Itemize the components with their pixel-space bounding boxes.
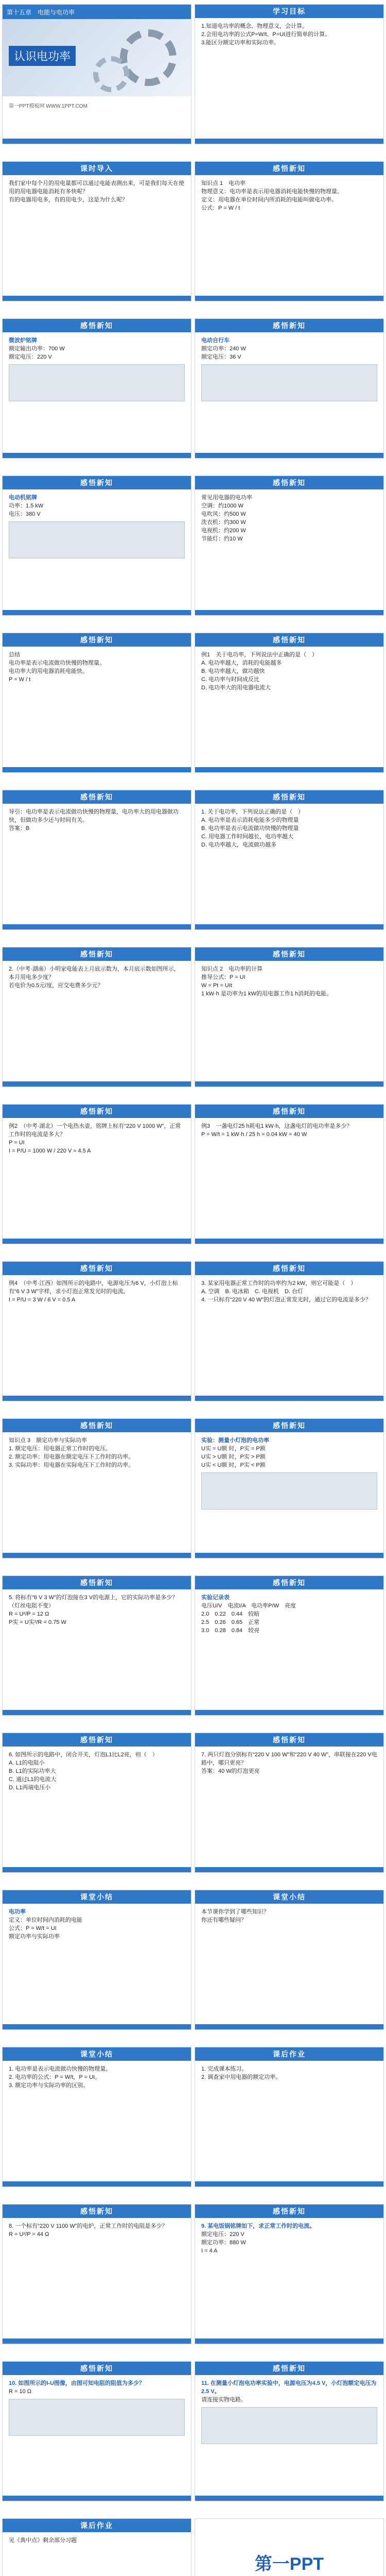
slide-title: 课堂小结 bbox=[3, 1890, 191, 1904]
slide-title: 感悟新知 bbox=[3, 1262, 191, 1275]
illustration bbox=[9, 2399, 185, 2436]
content-line: R = U²/P = 44 Ω bbox=[9, 2231, 49, 2238]
content-line: 电吹风：约500 W bbox=[201, 511, 246, 517]
slide-19 bbox=[2, 1418, 191, 1558]
slide-footer bbox=[195, 2496, 383, 2501]
slide-footer bbox=[3, 610, 191, 615]
slide-footer bbox=[195, 139, 383, 144]
slide-title: 感悟新知 bbox=[3, 1419, 191, 1432]
content-line: 定义：用电器在单位时间内所消耗的电能叫做电功率。 bbox=[201, 197, 337, 203]
content-line: B. 电功率越大，做功越快 bbox=[201, 668, 265, 674]
content-line: 3. 某家用电器正常工作时的功率约为2 kW，则它可能是（ ） bbox=[201, 1280, 357, 1286]
content-line: 节能灯：约10 W bbox=[201, 536, 243, 542]
slide-title: 课堂小结 bbox=[3, 2047, 191, 2061]
slide-title: 感悟新知 bbox=[195, 1105, 383, 1118]
content-line: 10. 如图所示的I-U图像，由图可知电阻的阻值为多少？ bbox=[9, 2380, 145, 2386]
slide-31 bbox=[2, 2361, 191, 2501]
slide-footer bbox=[195, 1553, 383, 1558]
slide-content bbox=[9, 2379, 185, 2436]
content-line: 1. 完成课本练习。 bbox=[201, 2066, 248, 2072]
slide-content bbox=[201, 1436, 377, 1510]
content-line: D. 电功率越大，电流做功越多 bbox=[201, 842, 277, 848]
content-line: R = 10 Ω bbox=[9, 2388, 31, 2395]
slide-27 bbox=[2, 2047, 191, 2187]
slide-content bbox=[9, 965, 185, 990]
content-line: 本节课你学到了哪些知识？ bbox=[201, 1909, 269, 1915]
content-line: 定义：单位时间内消耗的电能 bbox=[9, 1917, 82, 1923]
slide-21 bbox=[2, 1575, 191, 1716]
content-line: 2. 额定功率：用电器在额定电压下工作时的功率。 bbox=[9, 1454, 134, 1460]
content-line: U实 > U额 时，P实 > P额 bbox=[201, 1454, 266, 1460]
lesson-title: 认识电功率 bbox=[9, 46, 76, 66]
slide-content bbox=[9, 1594, 185, 1626]
content-line: 例1 关于电功率，下列说法中正确的是（ ） bbox=[201, 652, 318, 658]
content-line: 知识点 1 电功率 bbox=[201, 180, 246, 187]
content-line: I = 4 A bbox=[201, 2248, 218, 2254]
illustration bbox=[9, 521, 185, 558]
content-line: 常见用电器的电功率 bbox=[201, 495, 252, 501]
slide-content bbox=[9, 494, 185, 558]
slide-content bbox=[9, 1279, 185, 1304]
content-line: 你还有哪些疑问？ bbox=[201, 1917, 247, 1923]
content-line: 例3 一盏电灯25 h耗电1 kW·h，这盏电灯的电功率是多少？ bbox=[201, 1123, 353, 1129]
slide-5 bbox=[2, 318, 191, 459]
slide-title: 感悟新知 bbox=[195, 633, 383, 647]
slide-title: 课时导入 bbox=[3, 162, 191, 175]
content-line: 9. 某电饭锅铭牌如下，求正常工作时的电流。 bbox=[201, 2223, 315, 2229]
slide-22 bbox=[195, 1575, 384, 1716]
slide-title: 感悟新知 bbox=[3, 947, 191, 961]
slide-29 bbox=[2, 2204, 191, 2344]
content-line: 答案：40 W的灯泡更亮 bbox=[201, 1768, 260, 1774]
slide-content bbox=[201, 1279, 377, 1304]
slide-18 bbox=[195, 1261, 384, 1401]
slide-content bbox=[9, 179, 185, 204]
content-line: 推导公式：P = UI bbox=[201, 974, 245, 980]
content-line: A. 电功率越大，消耗的电能越多 bbox=[201, 660, 282, 666]
content-line: C. 电功率与时间成反比 bbox=[201, 676, 260, 683]
content-line: 2.5 0.26 0.65 正常 bbox=[201, 1619, 260, 1625]
illustration bbox=[9, 364, 185, 401]
slide-32 bbox=[195, 2361, 384, 2501]
slide-content bbox=[201, 651, 377, 692]
content-line: 我们家中每个月的用电量都可以通过电能表测出来，可是我们每天在使用的用电器电能消耗有多快呢？ bbox=[9, 180, 184, 195]
content-line: 2.0 0.22 0.44 较暗 bbox=[201, 1611, 260, 1617]
slide-title: 感悟新知 bbox=[195, 1576, 383, 1589]
content-line: 电功率 bbox=[9, 1909, 26, 1915]
slide-content bbox=[9, 1751, 185, 1792]
content-line: W = Pt = UIt bbox=[201, 982, 232, 989]
illustration bbox=[201, 2407, 377, 2444]
slide-content bbox=[9, 1122, 185, 1155]
content-line: 总结 bbox=[9, 652, 20, 658]
content-line: B. 电功率是表示电流做功快慢的物理量 bbox=[201, 825, 299, 832]
slide-content bbox=[201, 336, 377, 401]
slide-title: 感悟新知 bbox=[195, 2362, 383, 2375]
slide-content bbox=[201, 2379, 377, 2444]
slide-footer bbox=[195, 2024, 383, 2029]
slide-15 bbox=[2, 1104, 191, 1244]
content-line: 额定功率：240 W bbox=[201, 346, 246, 352]
slide-footer bbox=[195, 1081, 383, 1087]
content-line: 6. 如图所示的电路中，闭合开关，灯泡L1比L2亮，则（ ） bbox=[9, 1752, 158, 1758]
slide-title: 感悟新知 bbox=[3, 319, 191, 332]
content-line: 有的电器用电多，有的用电少，这是为什么呢？ bbox=[9, 197, 128, 203]
slide-10 bbox=[195, 633, 384, 773]
content-line: 例4 （中考·江西）如图所示的电路中，电源电压为6 V，小灯泡上标有“6 V 3 W”字样，求小灯泡正常发光时的电流。 bbox=[9, 1280, 178, 1295]
content-line: 答案：B bbox=[9, 825, 30, 832]
slide-28 bbox=[195, 2047, 384, 2187]
slide-content bbox=[201, 808, 377, 849]
slide-title: 感悟新知 bbox=[3, 2205, 191, 2218]
content-line: 额定输出功率：700 W bbox=[9, 346, 65, 352]
content-line: 公式：P = W / t bbox=[201, 205, 240, 211]
content-line: 知识点 2 电功率的计算 bbox=[201, 966, 263, 972]
slide-title: 感悟新知 bbox=[195, 319, 383, 332]
slide-content bbox=[9, 2222, 185, 2239]
slide-footer bbox=[3, 2024, 191, 2029]
content-line: A. 空调 B. 电冰箱 C. 电视机 D. 台灯 bbox=[201, 1289, 304, 1295]
slide-title: 课堂小结 bbox=[195, 1890, 383, 1904]
slide-content bbox=[201, 1751, 377, 1775]
chapter-banner: 第十五章 电能与电功率 bbox=[3, 5, 191, 19]
content-line: 2. 调查家中用电器的额定功率。 bbox=[201, 2074, 282, 2080]
slide-title: 感悟新知 bbox=[195, 947, 383, 961]
slide-footer bbox=[195, 453, 383, 458]
slide-7 bbox=[2, 476, 191, 616]
slide-footer bbox=[3, 2181, 191, 2187]
slide-footer bbox=[3, 139, 191, 144]
slide-26 bbox=[195, 1890, 384, 2030]
slide-12 bbox=[195, 790, 384, 930]
content-line: A. L1的电阻小 bbox=[9, 1760, 45, 1766]
slide-3 bbox=[2, 161, 191, 301]
content-line: P = UI bbox=[9, 1140, 25, 1146]
slide-footer bbox=[195, 2181, 383, 2187]
slide-title: 学习目标 bbox=[195, 5, 383, 18]
slide-content bbox=[201, 1908, 377, 1924]
content-line: 1.知道电功率的概念、物理意义，会计算。 bbox=[201, 23, 308, 29]
content-line: 电动机铭牌 bbox=[9, 495, 37, 501]
content-line: R = U²/P = 12 Ω bbox=[9, 1611, 49, 1617]
content-line: 知识点 3 额定功率与实际功率 bbox=[9, 1437, 87, 1444]
content-line: U实 = U额 时，P实 = P额 bbox=[201, 1446, 266, 1452]
slide-title: 感悟新知 bbox=[195, 1733, 383, 1747]
slide-title: 感悟新知 bbox=[195, 1262, 383, 1275]
slide-content bbox=[201, 965, 377, 998]
content-line: 额定功率与实际功率 bbox=[9, 1934, 60, 1940]
slide-33 bbox=[2, 2518, 191, 2576]
slide-title: 感悟新知 bbox=[3, 1105, 191, 1118]
content-line: 7. 两只灯泡分别标有“220 V 100 W”和“220 V 40 W”，串联接在220 V电路中，哪只更亮？ bbox=[201, 1752, 377, 1766]
slide-content bbox=[9, 1436, 185, 1469]
slide-content bbox=[201, 2222, 377, 2255]
illustration bbox=[201, 1472, 377, 1510]
content-line: 3.能区分额定功率和实际功率。 bbox=[201, 40, 280, 46]
slide-title: 课后作业 bbox=[195, 2047, 383, 2061]
content-line: 4. 一只标有“220 V 40 W”的灯泡正常发光时，通过它的电流是多少？ bbox=[201, 1297, 372, 1303]
content-line: 实验：测量小灯泡的电功率 bbox=[201, 1437, 269, 1444]
slide-footer bbox=[195, 767, 383, 772]
slide-content bbox=[201, 22, 377, 47]
slide-16 bbox=[195, 1104, 384, 1244]
content-line: 额定电压：220 V bbox=[201, 2231, 244, 2238]
illustration bbox=[201, 364, 377, 401]
content-line: 电视机：约200 W bbox=[201, 528, 246, 534]
content-line: 11. 在测量小灯泡电功率实验中，电源电压为4.5 V，小灯泡额定电压为2.5 V。 bbox=[201, 2380, 377, 2395]
slide-30 bbox=[195, 2204, 384, 2344]
slide-footer bbox=[3, 924, 191, 929]
slide-footer bbox=[3, 1396, 191, 1401]
content-line: C. 通过L1的电流大 bbox=[9, 1776, 57, 1783]
content-line: 3. 额定功率与实际功率的区别。 bbox=[9, 2082, 89, 2089]
slide-footer bbox=[195, 296, 383, 301]
content-line: 实验记录表 bbox=[201, 1595, 230, 1601]
content-line: 空调：约1000 W bbox=[201, 503, 243, 509]
content-line: 功率：1.5 kW bbox=[9, 503, 44, 509]
content-line: 微波炉铭牌 bbox=[9, 337, 37, 344]
slide-footer bbox=[3, 1081, 191, 1087]
content-line: 电功率大的用电器消耗电能快。 bbox=[9, 668, 88, 674]
content-line: 1. 额定电压：用电器正常工作时的电压。 bbox=[9, 1446, 112, 1452]
content-line: 3. 实际功率：用电器在实际电压下工作时的功率。 bbox=[9, 1462, 134, 1468]
slide-6 bbox=[195, 318, 384, 459]
slide-34 bbox=[195, 2518, 384, 2576]
slide-content bbox=[9, 2065, 185, 2090]
slide-title: 感悟新知 bbox=[3, 633, 191, 647]
content-line: A. 电功率是表示消耗电能多少的物理量 bbox=[201, 817, 299, 823]
content-line: 请连接实物电路。 bbox=[201, 2397, 247, 2403]
content-line: 2.会用电功率的公式P=W/t、P=UI进行简单的计算。 bbox=[201, 31, 331, 38]
slide-content bbox=[9, 1908, 185, 1941]
content-line: 电压U/V 电流I/A 电功率P/W 亮度 bbox=[201, 1603, 296, 1609]
slide-title: 感悟新知 bbox=[195, 1419, 383, 1432]
content-line: 洗衣机：约300 W bbox=[201, 519, 246, 526]
slide-footer bbox=[3, 2338, 191, 2344]
content-line: 额定电压：36 V bbox=[201, 354, 241, 360]
slide-8 bbox=[195, 476, 384, 616]
content-line: 导引：电功率是表示电流做功快慢的物理量，电功率大的用电器做功快，但做功多少还与时间有关。 bbox=[9, 809, 179, 823]
slide-content bbox=[201, 494, 377, 543]
slide-title: 感悟新知 bbox=[3, 2362, 191, 2375]
slide-footer bbox=[195, 924, 383, 929]
slide-content bbox=[9, 808, 185, 833]
content-line: U实 < U额 时，P实 < P额 bbox=[201, 1462, 266, 1468]
slide-20 bbox=[195, 1418, 384, 1558]
content-line: 见《典中点》剩余部分习题 bbox=[9, 2537, 77, 2544]
content-line: 1 kW·h 是功率为1 kW的用电器工作1 h消耗的电能。 bbox=[201, 991, 332, 997]
slide-title: 感悟新知 bbox=[195, 476, 383, 489]
slide-footer bbox=[3, 1553, 191, 1558]
slide-footer bbox=[195, 1710, 383, 1715]
slide-footer bbox=[195, 1239, 383, 1244]
content-line: 5. 将标有“6 V 3 W”的灯泡接在3 V的电源上，它的实际功率是多少？（灯丝电阻不变） bbox=[9, 1595, 178, 1609]
slide-17 bbox=[2, 1261, 191, 1401]
content-line: I = P/U = 3 W / 6 V = 0.5 A bbox=[9, 1297, 76, 1303]
slide-footer bbox=[195, 1867, 383, 1872]
slide-11 bbox=[2, 790, 191, 930]
slide-footer bbox=[195, 2338, 383, 2344]
content-line: 额定功率：880 W bbox=[201, 2240, 246, 2246]
content-line: 1. 关于电功率，下列说法正确的是（ ） bbox=[201, 809, 304, 815]
content-line: I = P/U = 1000 W / 220 V ≈ 4.5 A bbox=[9, 1148, 91, 1154]
content-line: 额定电压：220 V bbox=[9, 354, 52, 360]
slide-25 bbox=[2, 1890, 191, 2030]
content-line: 电压：380 V bbox=[9, 511, 41, 517]
slide-content bbox=[9, 651, 185, 684]
content-line: 1. 电功率是表示电流做功快慢的物理量。 bbox=[9, 2066, 112, 2072]
slide-footer bbox=[3, 1867, 191, 1872]
slide-content bbox=[201, 179, 377, 212]
content-line: D. L1两端电压小 bbox=[9, 1785, 51, 1791]
slide-9 bbox=[2, 633, 191, 773]
slide-footer bbox=[195, 1396, 383, 1401]
slide-content bbox=[201, 1122, 377, 1139]
slide-footer bbox=[3, 1710, 191, 1715]
slide-footer bbox=[3, 1239, 191, 1244]
slide-13 bbox=[2, 947, 191, 1087]
slide-footer bbox=[3, 767, 191, 772]
content-line: D. 电功率大的用电器电流大 bbox=[201, 685, 271, 691]
slide-title: 课后作业 bbox=[3, 2519, 191, 2532]
slide-title: 感悟新知 bbox=[195, 2205, 383, 2218]
content-line: 若电价为0.5元/度，应交电费多少元？ bbox=[9, 982, 103, 989]
content-line: 2. 电功率的公式：P = W/t，P = UI。 bbox=[9, 2074, 101, 2080]
content-line: 2.（中考·湖南）小明家电能表上月底示数为，本月底示数如图所示，本月用电多少度？ bbox=[9, 966, 180, 980]
content-line: B. L1的实际功率大 bbox=[9, 1768, 56, 1774]
content-line: P实 = U实²/R = 0.75 W bbox=[9, 1619, 66, 1625]
slide-2 bbox=[195, 4, 384, 144]
slide-footer bbox=[3, 2496, 191, 2501]
content-line: P = W/t = 1 kW·h / 25 h = 0.04 kW = 40 W bbox=[201, 1131, 307, 1138]
content-line: P = W / t bbox=[9, 676, 31, 683]
slide-title: 感悟新知 bbox=[195, 162, 383, 175]
content-line: 物理意义：电功率是表示用电器消耗电能快慢的物理量。 bbox=[201, 189, 343, 195]
slide-title: 感悟新知 bbox=[3, 1576, 191, 1589]
slide-4 bbox=[195, 161, 384, 301]
slide-title: 感悟新知 bbox=[3, 476, 191, 489]
content-line: 8. 一个标有“220 V 1100 W”的电炉，正常工作时的电阻是多少？ bbox=[9, 2223, 168, 2229]
content-line: 3.0 0.28 0.84 较亮 bbox=[201, 1628, 260, 1634]
slide-24 bbox=[195, 1733, 384, 1873]
content-line: 公式：P = W/t = UI bbox=[9, 1925, 57, 1931]
slide-content bbox=[201, 2065, 377, 2081]
slide-content bbox=[9, 336, 185, 401]
gear-icon bbox=[93, 56, 129, 92]
slide-footer bbox=[3, 296, 191, 301]
slide-title: 感悟新知 bbox=[195, 790, 383, 804]
slide-title: 感悟新知 bbox=[3, 790, 191, 804]
content-line: 电动自行车 bbox=[201, 337, 230, 344]
content-line: 例2 （中考·湖北）一个电热水壶，铭牌上标有“220 V 1000 W”，正常工作时的电流是多大？ bbox=[9, 1123, 181, 1138]
slide-content bbox=[9, 2536, 185, 2545]
slide-footer bbox=[195, 610, 383, 615]
slide-footer bbox=[3, 453, 191, 458]
slide-content bbox=[201, 1594, 377, 1635]
slide-title: 感悟新知 bbox=[3, 1733, 191, 1747]
brand-logo: 第一PPT bbox=[254, 2554, 324, 2574]
content-line: C. 用电器工作时间越长，电功率越大 bbox=[201, 834, 294, 840]
slide-1 bbox=[2, 4, 191, 144]
content-line: 电功率是表示电流做功快慢的物理量。 bbox=[9, 660, 105, 666]
slide-14 bbox=[195, 947, 384, 1087]
slide-23 bbox=[2, 1733, 191, 1873]
site-url: 第一PPT模板网 WWW.1PPT.COM bbox=[9, 104, 87, 109]
